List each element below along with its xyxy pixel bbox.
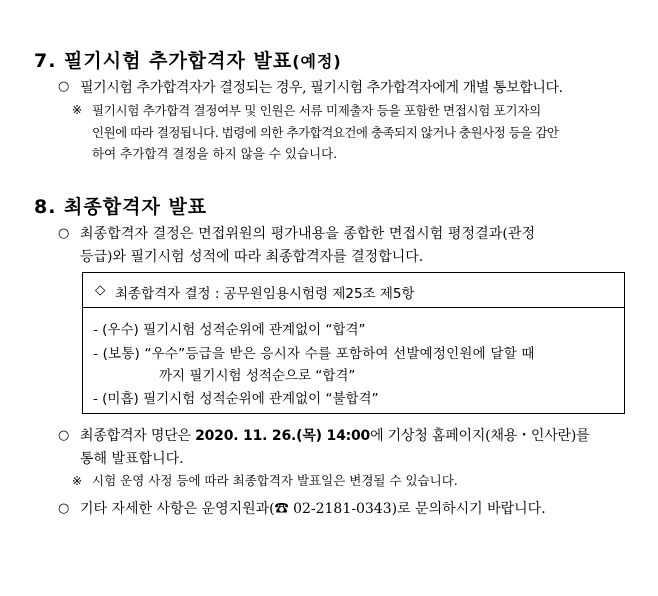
criteria-item-normal-cont: 까지 필기시험 성적순으로 “합격” <box>159 368 356 384</box>
sec8-note: 시험 운영 사정 등에 따라 최종합격자 발표일은 변경될 수 있습니다. <box>92 473 458 488</box>
section-7-heading <box>34 46 342 73</box>
bullet-icon: ○ <box>58 226 70 241</box>
criteria-item-normal: - (보통) “우수”등급을 받은 응시자 수를 포함하여 선발예정인원에 달할 때 <box>93 346 535 362</box>
sec8-contact: 기타 자세한 사항은 운영지원과(☎ 02-2181-0343)로 문의하시기 바랍니다. <box>80 501 546 517</box>
bullet-icon: ○ <box>58 501 70 516</box>
sec8-announce-line-1 <box>80 426 589 446</box>
note-mark-icon: ※ <box>72 103 83 117</box>
criteria-box-header <box>83 273 624 308</box>
note-mark-icon: ※ <box>72 474 83 488</box>
diamond-icon: ◇ <box>95 282 106 298</box>
section-7-title: 7. 필기시험 추가합격자 발표 <box>34 50 293 72</box>
sec7-note-line-1: 필기시험 추가합격 결정여부 및 인원은 서류 미제출자 등을 포함한 면접시험 포기자의 <box>92 103 541 118</box>
criteria-item-poor: - (미흡) 필기시험 성적순위에 관계없이 “불합격” <box>93 391 379 407</box>
announce-text-post: 에 기상청 홈페이지(채용・인사란)를 <box>370 428 590 444</box>
sec7-paragraph: 필기시험 추가합격자가 결정되는 경우, 필기시험 추가합격자에게 개별 통보합니다. <box>80 80 563 96</box>
criteria-box-title: 최종합격자 결정 : 공무원임용시험령 제25조 제5항 <box>115 286 415 302</box>
sec7-note-line-2: 인원에 따라 결정됩니다. 법령에 의한 추가합격요건에 충족되지 않거나 충원사정 등을 감안 <box>92 125 559 140</box>
section-8-heading: 8. 최종합격자 발표 <box>34 196 208 218</box>
sec7-note-line-3: 하여 추가합격 결정을 하지 않을 수 있습니다. <box>92 146 338 161</box>
announce-date: 2020. 11. 26.(목) 14:00 <box>195 428 371 444</box>
sec8-paragraph-line-2: 등급)와 필기시험 성적에 따라 최종합격자를 결정합니다. <box>80 249 424 265</box>
sec8-announce-line-2: 통해 발표합니다. <box>80 451 184 467</box>
section-7-title-suffix: (예정) <box>292 52 342 71</box>
sec8-paragraph-line-1: 최종합격자 결정은 면접위원의 평가내용을 종합한 면접시험 평정결과(관정 <box>80 226 536 242</box>
announce-text-pre: 최종합격자 명단은 <box>80 428 196 444</box>
criteria-box <box>82 272 625 414</box>
criteria-item-excellent: - (우수) 필기시험 성적순위에 관계없이 “합격” <box>93 322 366 338</box>
bullet-icon: ○ <box>58 79 70 94</box>
bullet-icon: ○ <box>58 428 70 443</box>
